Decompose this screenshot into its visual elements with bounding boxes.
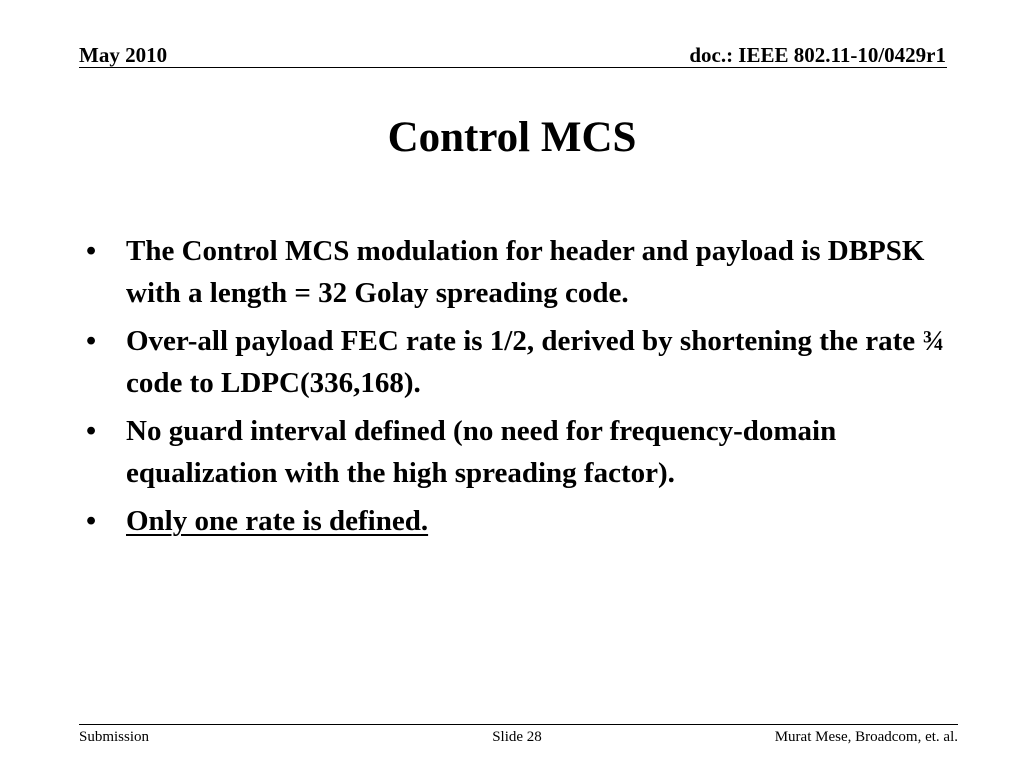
header-date: May 2010: [79, 43, 168, 67]
bullet-text: Only one rate is defined.: [126, 505, 429, 537]
footer-slide-number: Slide 28: [492, 729, 542, 745]
bullet-item: [86, 230, 956, 314]
bullet-item: [86, 320, 956, 404]
header-divider: [79, 67, 947, 68]
header-doc-id: doc.: IEEE 802.11-10/0429r1: [689, 43, 946, 67]
bullet-text: Over-all payload FEC rate is 1/2, derived by shortening the rate ¾ code to LDPC(336,168).: [126, 325, 945, 399]
bullet-marker: •: [86, 505, 97, 537]
bullet-marker: •: [86, 325, 97, 357]
bullet-text: The Control MCS modulation for header and payload is DBPSK with a length = 32 Golay spreading code.: [126, 235, 925, 309]
slide-title: Control MCS: [387, 114, 637, 161]
bullet-text: No guard interval defined (no need for frequency-domain equalization with the high spreading factor).: [126, 415, 837, 489]
bullet-list: [86, 230, 956, 548]
footer-authors: Murat Mese, Broadcom, et. al.: [774, 729, 958, 745]
bullet-item: [86, 410, 956, 494]
bullet-marker: •: [86, 415, 97, 447]
bullet-marker: •: [86, 235, 97, 267]
footer-submission: Submission: [79, 729, 150, 745]
bullet-item: [86, 500, 956, 542]
footer-divider: [79, 724, 958, 725]
